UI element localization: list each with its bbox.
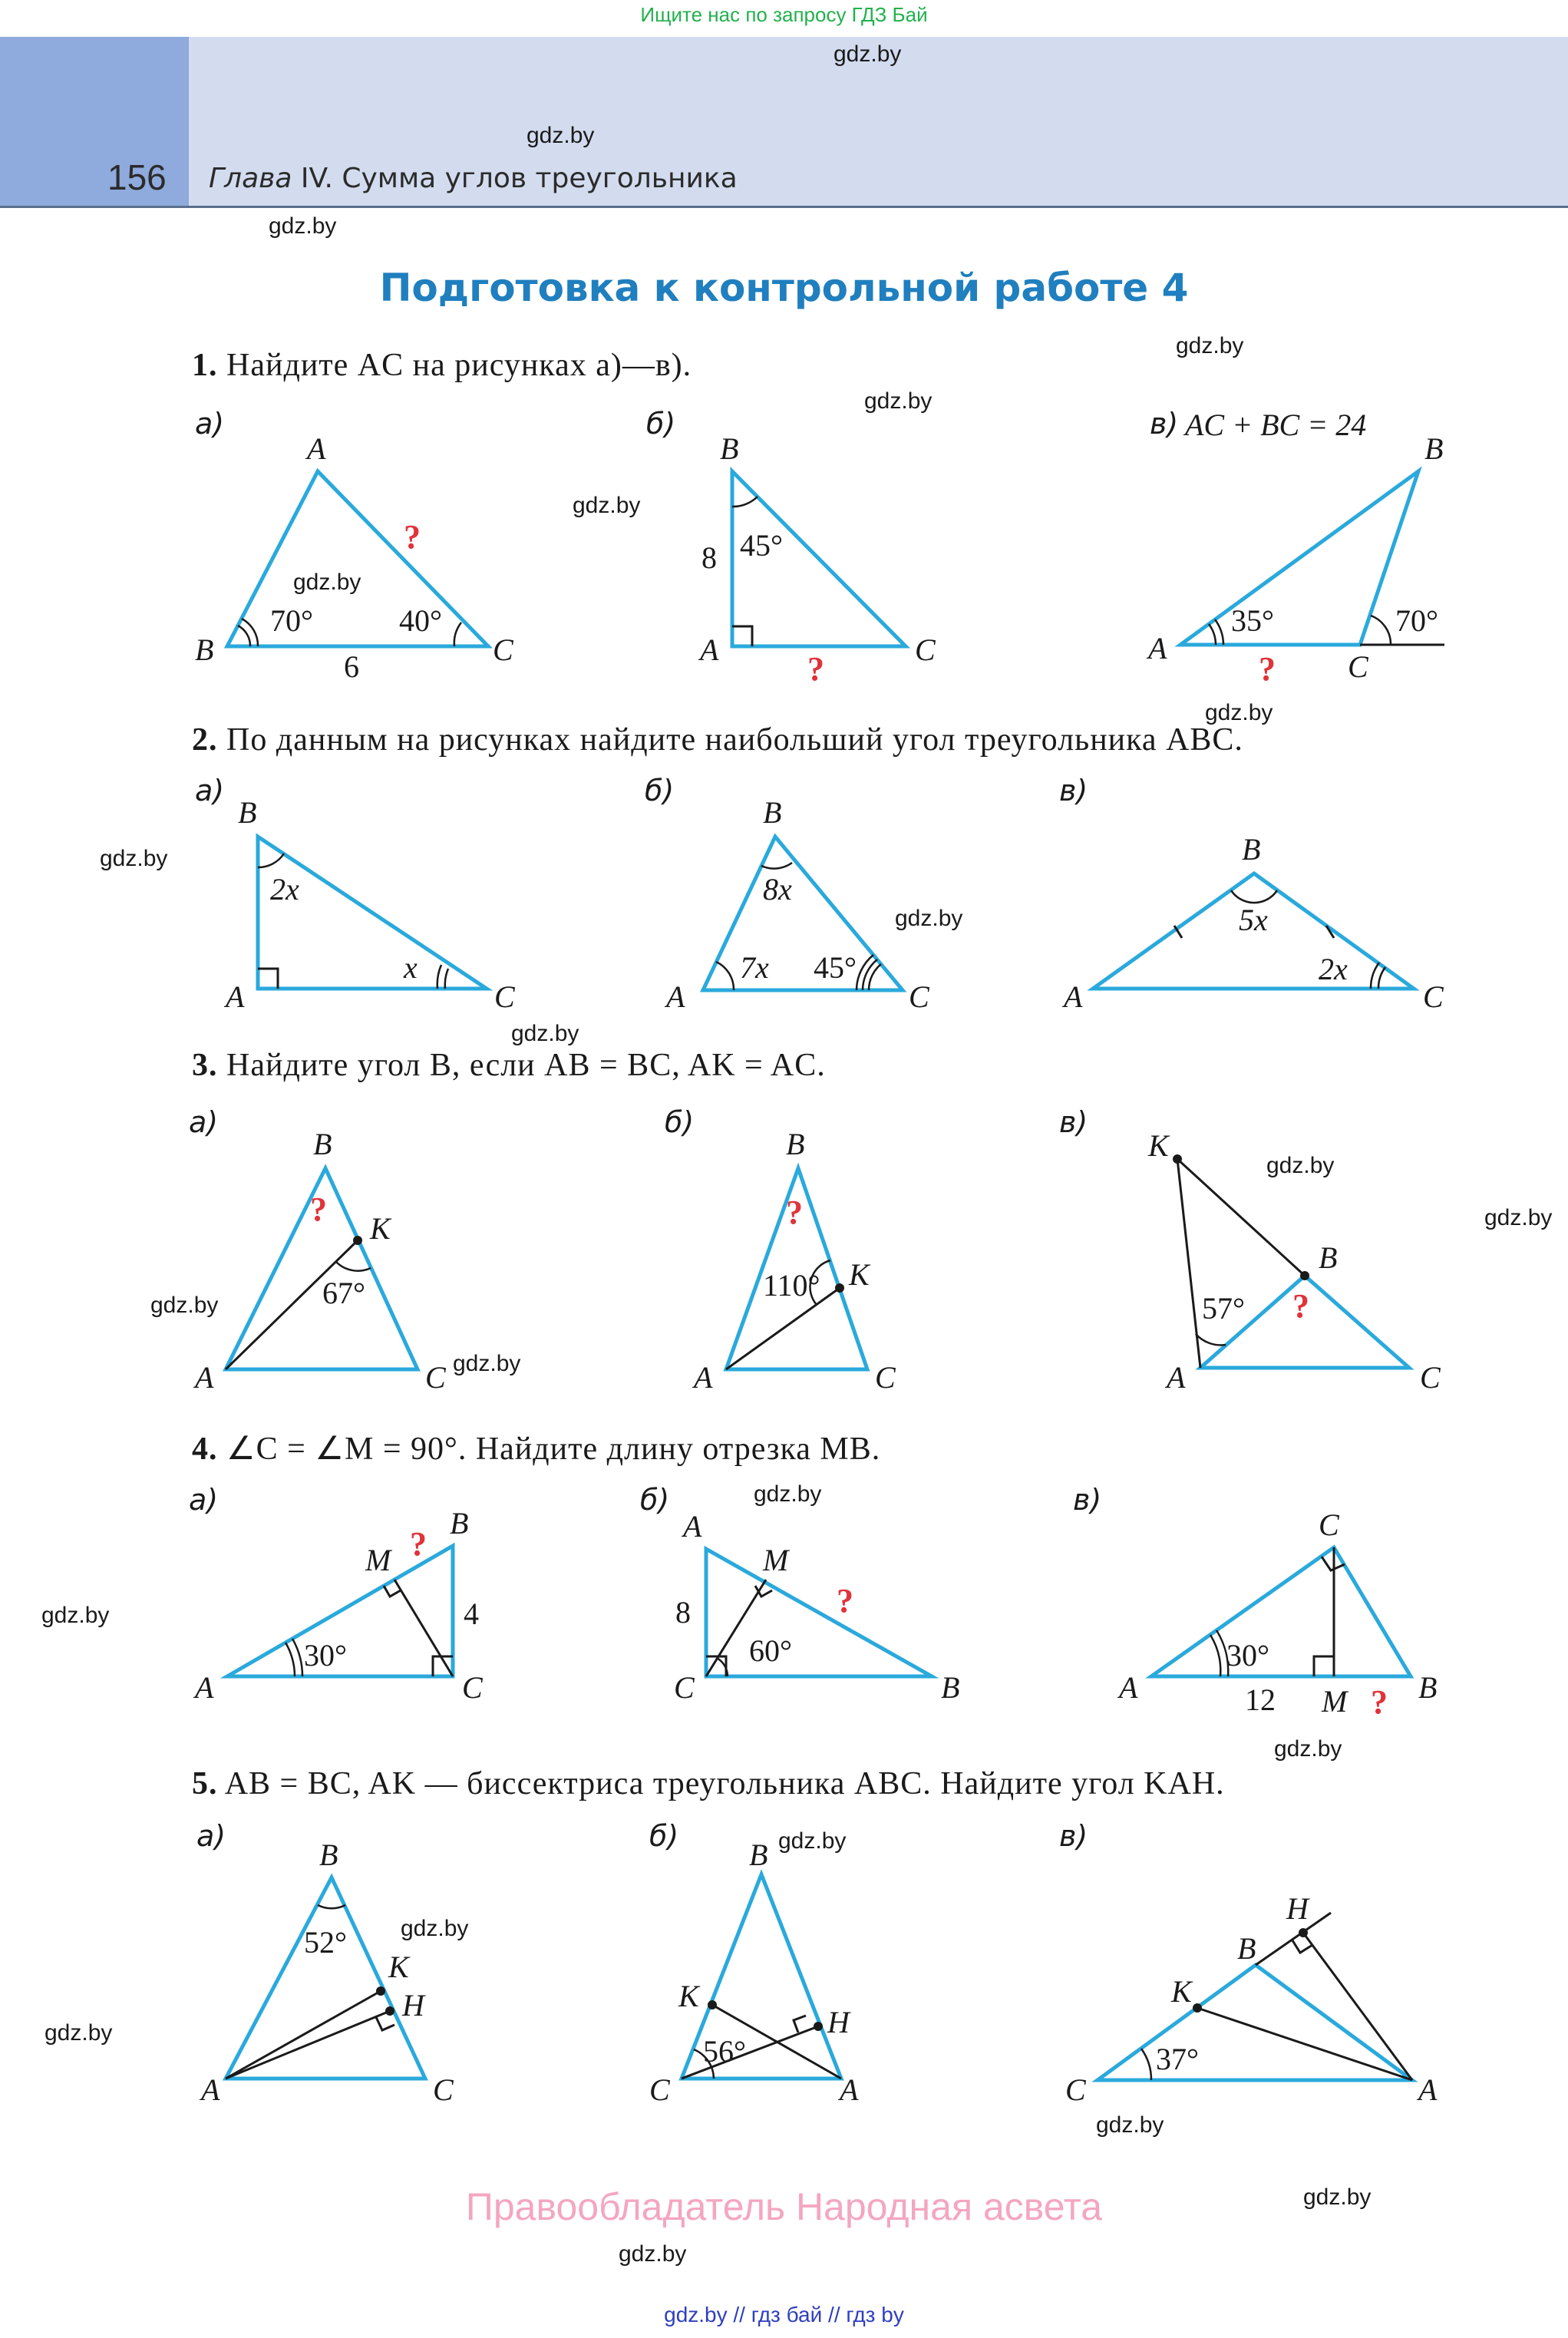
angle-arc [1210, 1635, 1220, 1676]
watermark: gdz.by [150, 1293, 219, 1318]
watermark: gdz.by [864, 388, 933, 414]
task-text: ∠C = ∠M = 90°. Найдите длину отрезка MB. [226, 1432, 881, 1467]
point-H-label: H [827, 2005, 850, 2039]
angle-arc [286, 1643, 295, 1676]
sub-label: а) [189, 1105, 219, 1139]
task-number: 1. [192, 348, 218, 383]
triangle [1180, 471, 1418, 645]
task-text: Найдите угол B, если AB = BC, AK = AC. [226, 1048, 826, 1083]
point-K-label: K [1171, 1974, 1192, 2009]
watermark: gdz.by [100, 846, 168, 871]
vertex-A: A [683, 1509, 702, 1544]
angle-B-label: 5x [1239, 903, 1268, 937]
watermark: gdz.by [619, 2241, 687, 2267]
segment-AK [1197, 2008, 1412, 2080]
vertex-C: C [915, 632, 936, 667]
point-H-label: H [402, 1988, 424, 2023]
angle-C-label: 2x [1319, 952, 1348, 986]
question-mark: ? [1259, 650, 1276, 688]
task-3 [192, 1047, 826, 1084]
point-K [353, 1236, 362, 1245]
task-text: Найдите AC на рисунках а)—в). [226, 348, 692, 383]
angle-label: 30° [1226, 1638, 1269, 1673]
right-angle-mark [258, 969, 278, 989]
right-angle-mark [732, 626, 752, 646]
angle-label: 67° [322, 1276, 365, 1310]
point-K [835, 1283, 844, 1293]
vertex-B: B [1237, 1931, 1256, 1966]
vertex-A: A [666, 979, 685, 1014]
segment-CM [394, 1580, 453, 1676]
angle-label: 30° [304, 1638, 347, 1673]
angle-arc [1371, 616, 1391, 645]
right-angle-mark [376, 2017, 394, 2030]
figure-1v [1146, 431, 1444, 688]
vertex-A: A [201, 2072, 220, 2107]
watermark: gdz.by [754, 1481, 822, 1507]
figure-4v [1117, 1507, 1437, 1721]
point-M-label: M [365, 1543, 391, 1577]
watermark: gdz.by [778, 1828, 847, 1854]
angle-arc [258, 854, 284, 867]
point-H [814, 2022, 823, 2031]
point-K-label: K [1148, 1128, 1169, 1163]
vertex-C: C [909, 979, 929, 1014]
question-mark: ? [310, 1190, 327, 1228]
chapter-text: IV. Сумма углов треугольника [300, 163, 738, 194]
vertex-B: B [786, 1127, 805, 1161]
question-mark: ? [807, 650, 824, 688]
point-H [385, 2006, 394, 2016]
watermark: gdz.by [834, 41, 902, 67]
angle-B-label: 2x [270, 872, 299, 906]
task-number: 4. [192, 1432, 218, 1467]
vertex-A: A [1119, 1670, 1138, 1705]
vertex-C: C [1348, 649, 1368, 684]
side-label: 12 [1245, 1683, 1276, 1717]
triangle [706, 1549, 932, 1676]
vertex-B: B [313, 1127, 332, 1161]
angle-arc [445, 969, 448, 989]
angle-arc [437, 965, 441, 989]
vertex-B: B [1319, 1240, 1338, 1275]
sub-label: б) [645, 774, 675, 807]
watermark: gdz.by [1176, 333, 1244, 358]
angle-arc [318, 1905, 345, 1908]
task-5 [192, 1765, 1225, 1802]
rights-holder: Правообладатель Народная асвета [465, 2185, 1103, 2228]
vertex-B: B [941, 1670, 960, 1705]
watermark: gdz.by [269, 213, 337, 239]
angle-arc [1196, 1334, 1226, 1345]
task-text: По данным на рисунках найдите наибольший угол треугольника ABC. [226, 722, 1243, 758]
task-number: 5. [192, 1766, 218, 1801]
watermark: gdz.by [895, 906, 963, 931]
figure-4a [193, 1506, 484, 1705]
figure-4b [674, 1509, 959, 1705]
triangle [1151, 1547, 1411, 1676]
angle-arc [857, 955, 873, 990]
angle-C-label: 45° [814, 950, 857, 985]
angle-label: 60° [749, 1633, 792, 1668]
watermark: gdz.by [527, 123, 595, 148]
angle-A-label: 7x [740, 950, 769, 985]
vertex-C: C [1319, 1507, 1339, 1542]
question-mark: ? [837, 1582, 853, 1620]
vertex-A: A [840, 2072, 859, 2107]
watermark: gdz.by [41, 1603, 110, 1628]
watermark: gdz.by [1484, 1205, 1553, 1230]
point-K [708, 2000, 717, 2009]
figure-3v [1147, 1128, 1441, 1395]
triangle [703, 837, 903, 990]
watermark: gdz.by [511, 1021, 579, 1046]
right-angle-mark [1314, 1656, 1334, 1676]
triangle [1098, 1965, 1412, 2080]
question-mark: ? [1292, 1287, 1309, 1325]
triangle [227, 471, 488, 646]
sub-label: б) [640, 1483, 670, 1517]
angle-label: 37° [1156, 2042, 1199, 2076]
figure-2a [223, 795, 516, 1014]
task-text: AB = BC, AK — биссектриса треугольника ABC. Найдите угол KAH. [224, 1766, 1225, 1801]
sub-label: а) [196, 1819, 226, 1853]
point-B [1300, 1271, 1309, 1280]
side-label: 4 [464, 1597, 479, 1631]
figure-1b [698, 431, 936, 688]
task-4 [192, 1429, 880, 1468]
angle-arc [732, 497, 758, 507]
triangle [258, 837, 487, 989]
point-K-label: K [388, 1950, 409, 1984]
vertex-B: B [1418, 1670, 1438, 1705]
figure-5b [649, 1838, 859, 2107]
sub-label: а) [195, 407, 225, 441]
ext-angle-label: 70° [1395, 603, 1438, 638]
vertex-C: C [493, 632, 513, 667]
point-M-label: M [763, 1543, 789, 1577]
side-label: 8 [675, 1595, 691, 1630]
sub-label: а) [195, 774, 225, 807]
sub-label: б) [665, 1105, 695, 1139]
vertex-C: C [674, 1670, 695, 1705]
figure-2b [664, 795, 930, 1014]
segment-AH [226, 2011, 390, 2079]
angle-C-label: x [404, 950, 418, 985]
vertex-B: B [763, 795, 782, 830]
point-K [376, 1986, 385, 1996]
watermark: gdz.by [293, 570, 361, 595]
figure-1a [195, 431, 514, 684]
angle-arc [869, 964, 881, 990]
watermark: gdz.by [453, 1351, 521, 1376]
angle-arc [454, 622, 461, 646]
vertex-B: B [1242, 832, 1261, 867]
angle-arc [716, 962, 734, 990]
angle-arc [336, 1262, 371, 1271]
task-number: 2. [192, 722, 218, 758]
vertex-C: C [1065, 2072, 1086, 2107]
figure-5v [1065, 1891, 1438, 2107]
angle-B-label: 8x [763, 872, 792, 906]
angle-arc [238, 626, 250, 646]
vertex-A: A [1167, 1360, 1186, 1395]
right-angle-mark [794, 2016, 806, 2033]
vertex-C: C [425, 1360, 446, 1395]
watermark: gdz.by [401, 1916, 469, 1941]
chapter-prefix: Глава [209, 163, 292, 194]
figure-3b [692, 1127, 896, 1395]
watermark: gdz.by [1096, 2112, 1164, 2138]
question-mark: ? [1371, 1683, 1388, 1721]
angle-arc [1231, 890, 1277, 903]
vertex-A: A [1418, 2072, 1438, 2107]
task-number: 3. [192, 1048, 218, 1083]
angle-label: 56° [703, 2034, 746, 2069]
watermark: gdz.by [1274, 1736, 1342, 1762]
figure-5a [199, 1838, 454, 2107]
sub-label: в) [1059, 774, 1088, 807]
angle-arc [761, 863, 792, 869]
point-H-label: H [1286, 1891, 1309, 1926]
angle-C-label: 40° [399, 603, 442, 638]
point-K [1193, 2003, 1202, 2013]
figure-3a [193, 1127, 447, 1395]
watermark: gdz.by [573, 493, 641, 518]
vertex-A: A [694, 1360, 713, 1395]
vertex-B: B [319, 1838, 338, 1872]
angle-B-label: 70° [270, 603, 313, 638]
sub-label: в) [1059, 1105, 1088, 1139]
task-2 [192, 722, 1243, 758]
vertex-A: A [700, 632, 719, 667]
question-mark: ? [404, 518, 421, 556]
vertex-B: B [720, 431, 739, 466]
side-label: 8 [701, 540, 717, 575]
vertex-C: C [462, 1670, 483, 1705]
question-mark: ? [786, 1194, 803, 1231]
segment-KB [1177, 1159, 1305, 1276]
vertex-C: C [1420, 1360, 1441, 1395]
page-title: Подготовка к контрольной работе 4 [379, 266, 1189, 310]
point-K-label: K [370, 1211, 391, 1246]
angle-arc [1378, 967, 1385, 989]
sub-label: а) [189, 1483, 219, 1517]
point-K [1173, 1154, 1182, 1164]
page-number: 156 [107, 157, 167, 197]
watermark: gdz.by [1205, 700, 1273, 725]
segment-AH [1303, 1933, 1412, 2080]
watermark: gdz.by [1303, 2184, 1372, 2210]
watermark: gdz.by [1266, 1153, 1335, 1178]
condition: AC + BC = 24 [1185, 408, 1367, 442]
side-label: 6 [344, 649, 359, 684]
sub-label: б) [646, 407, 676, 441]
angle-arc [1209, 624, 1216, 645]
watermark: gdz.by [45, 2020, 113, 2046]
vertex-B: B [238, 795, 257, 830]
sub-label: б) [649, 1819, 679, 1853]
point-K-label: K [849, 1257, 870, 1292]
vertex-A: A [1064, 979, 1083, 1014]
point-M-label: M [1322, 1684, 1348, 1719]
vertex-C: C [494, 979, 515, 1014]
vertex-B: B [195, 632, 214, 667]
footer-links[interactable]: gdz.by // гдз бай // гдз by [664, 2303, 904, 2326]
vertex-A: A [195, 1670, 214, 1705]
figure-2v [1061, 832, 1444, 1014]
angle-label: 57° [1202, 1291, 1245, 1326]
sub-label: в) [1150, 407, 1179, 441]
angle-label: 110° [763, 1268, 820, 1303]
sub-label: в) [1073, 1483, 1102, 1517]
angle-B-label: 45° [740, 528, 783, 563]
vertex-A: A [1148, 631, 1167, 665]
vertex-C: C [875, 1360, 896, 1395]
sub-label: в) [1059, 1819, 1088, 1853]
vertex-A: A [307, 431, 326, 466]
vertex-B: B [749, 1838, 768, 1872]
vertex-C: C [1423, 979, 1444, 1014]
vertex-C: C [649, 2072, 670, 2107]
angle-A-label: 35° [1231, 603, 1274, 638]
point-H [1299, 1928, 1308, 1937]
angle-label: 52° [304, 1925, 347, 1960]
vertex-A: A [226, 979, 245, 1014]
vertex-C: C [433, 2072, 454, 2107]
top-banner: Ищите нас по запросу ГДЗ Бай [640, 3, 928, 26]
vertex-B: B [1424, 431, 1444, 466]
point-K-label: K [678, 1979, 699, 2013]
vertex-B: B [450, 1506, 469, 1541]
question-mark: ? [410, 1525, 427, 1563]
vertex-A: A [195, 1360, 214, 1395]
angle-arc [1141, 2049, 1151, 2080]
